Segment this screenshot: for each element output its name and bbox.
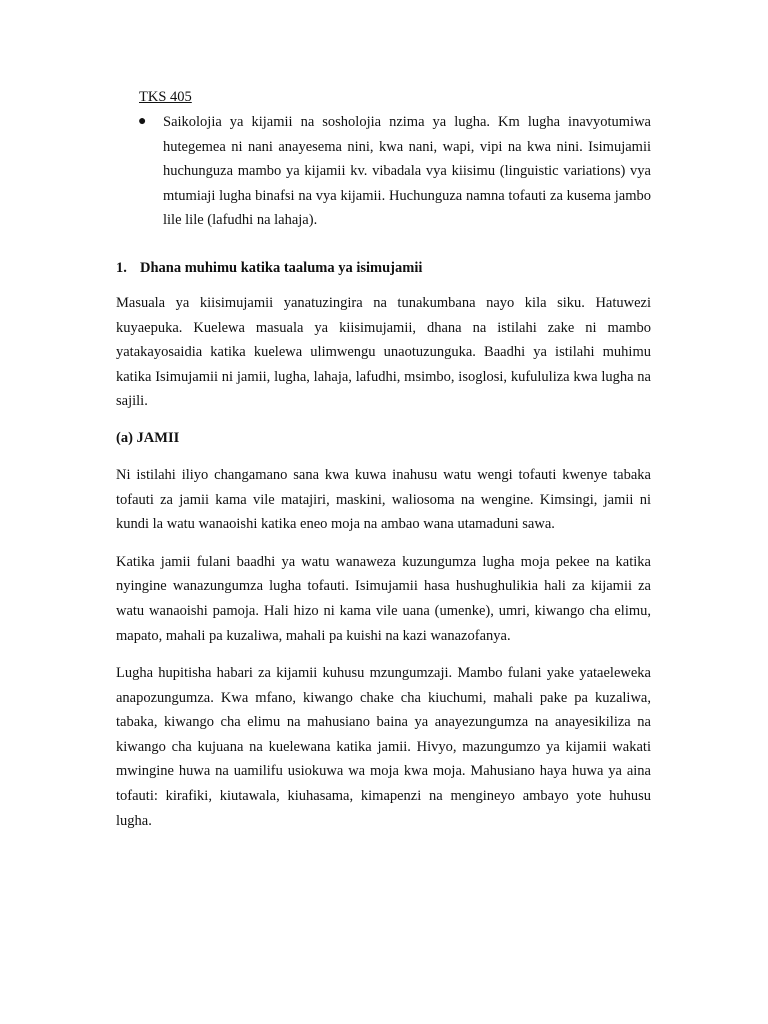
- paragraph: Lugha hupitisha habari za kijamii kuhusu mzungumzaji. Mambo fulani yake yataeleweka anapozungumza. Kwa mfano, kiwango chake cha kiuchumi, mahali pake pa kuzaliwa, tabaka, kiwango cha elimu na mahusiano baina ya anayezungumza na anayesikiliza na kiwango cha kujuana na kuelewana katika jamii. Hivyo, mazungumzo ya kijamii wakati mwingine huwa na uamilifu usiokuwa wa moja kwa moja. Mahusiano haya huwa ya aina tofauti: kirafiki, kiutawala, kiuhasama, kimapenzi na mengineyo ambayo yote huhusu lugha.: [116, 665, 651, 829]
- section-title: Dhana muhimu katika taaluma ya isimujamii: [140, 259, 423, 276]
- paragraph: Ni istilahi iliyo changamano sana kwa kuwa inahusu watu wengi tofauti kwenye tabaka tofauti za jamii kama vile matajiri, maskini, waliosoma na wengine. Kimsingi, jamii ni kundi la watu wanaoishi katika eneo moja na ambao wana utamaduni sawa.: [116, 466, 651, 533]
- subsection-heading: (a) JAMII: [116, 429, 180, 446]
- bullet-item: [116, 110, 651, 233]
- intro-paragraph: Masuala ya kiisimujamii yanatuzingira na tunakumbana nayo kila siku. Hatuwezi kuyaepuka. Kuelewa masuala ya kiisimujamii, dhana na istilahi zake ni mambo yatakayosaidia katika kuelewa ulimwengu unaotuzunguka. Baadhi ya istilahi muhimu katika Isimujamii ni jamii, lugha, lahaja, lafudhi, msimbo, isoglosi, kufululiza kwa lugha na sajili.: [116, 294, 651, 410]
- section-heading: [116, 257, 651, 279]
- bullet-text: Saikolojia ya kijamii na sosholojia nzima ya lugha. Km lugha inavyotumiwa hutegemea ni nani anayesema nini, kwa nani, wapi, vipi na kwa nini. Isimujamii huchunguza mambo ya kijamii kv. vibadala vya kiisimu (linguistic variations) vya mtumiaji lugha binafsi na vya kijamii. Huchunguza namna tofauti za kusema jambo lile lile (lafudhi na lahaja).: [163, 114, 651, 229]
- bullet-list: [116, 110, 651, 233]
- document-page: [116, 86, 651, 846]
- section-number: 1.: [116, 259, 127, 276]
- bullet-dot-icon: ●: [138, 114, 147, 129]
- course-code: TKS 405: [139, 89, 192, 105]
- paragraph: Katika jamii fulani baadhi ya watu wanaweza kuzungumza lugha moja pekee na katika nyingine wanazungumza lugha tofauti. Isimujamii hasa hushughulikia hali za kijamii za watu wanaoishi pamoja. Hali hizo ni kama vile uana (umenke), umri, kiwango cha elimu, mapato, mahali pa kuzaliwa, mahali pa kuishi na kazi wanazofanya.: [116, 553, 651, 644]
